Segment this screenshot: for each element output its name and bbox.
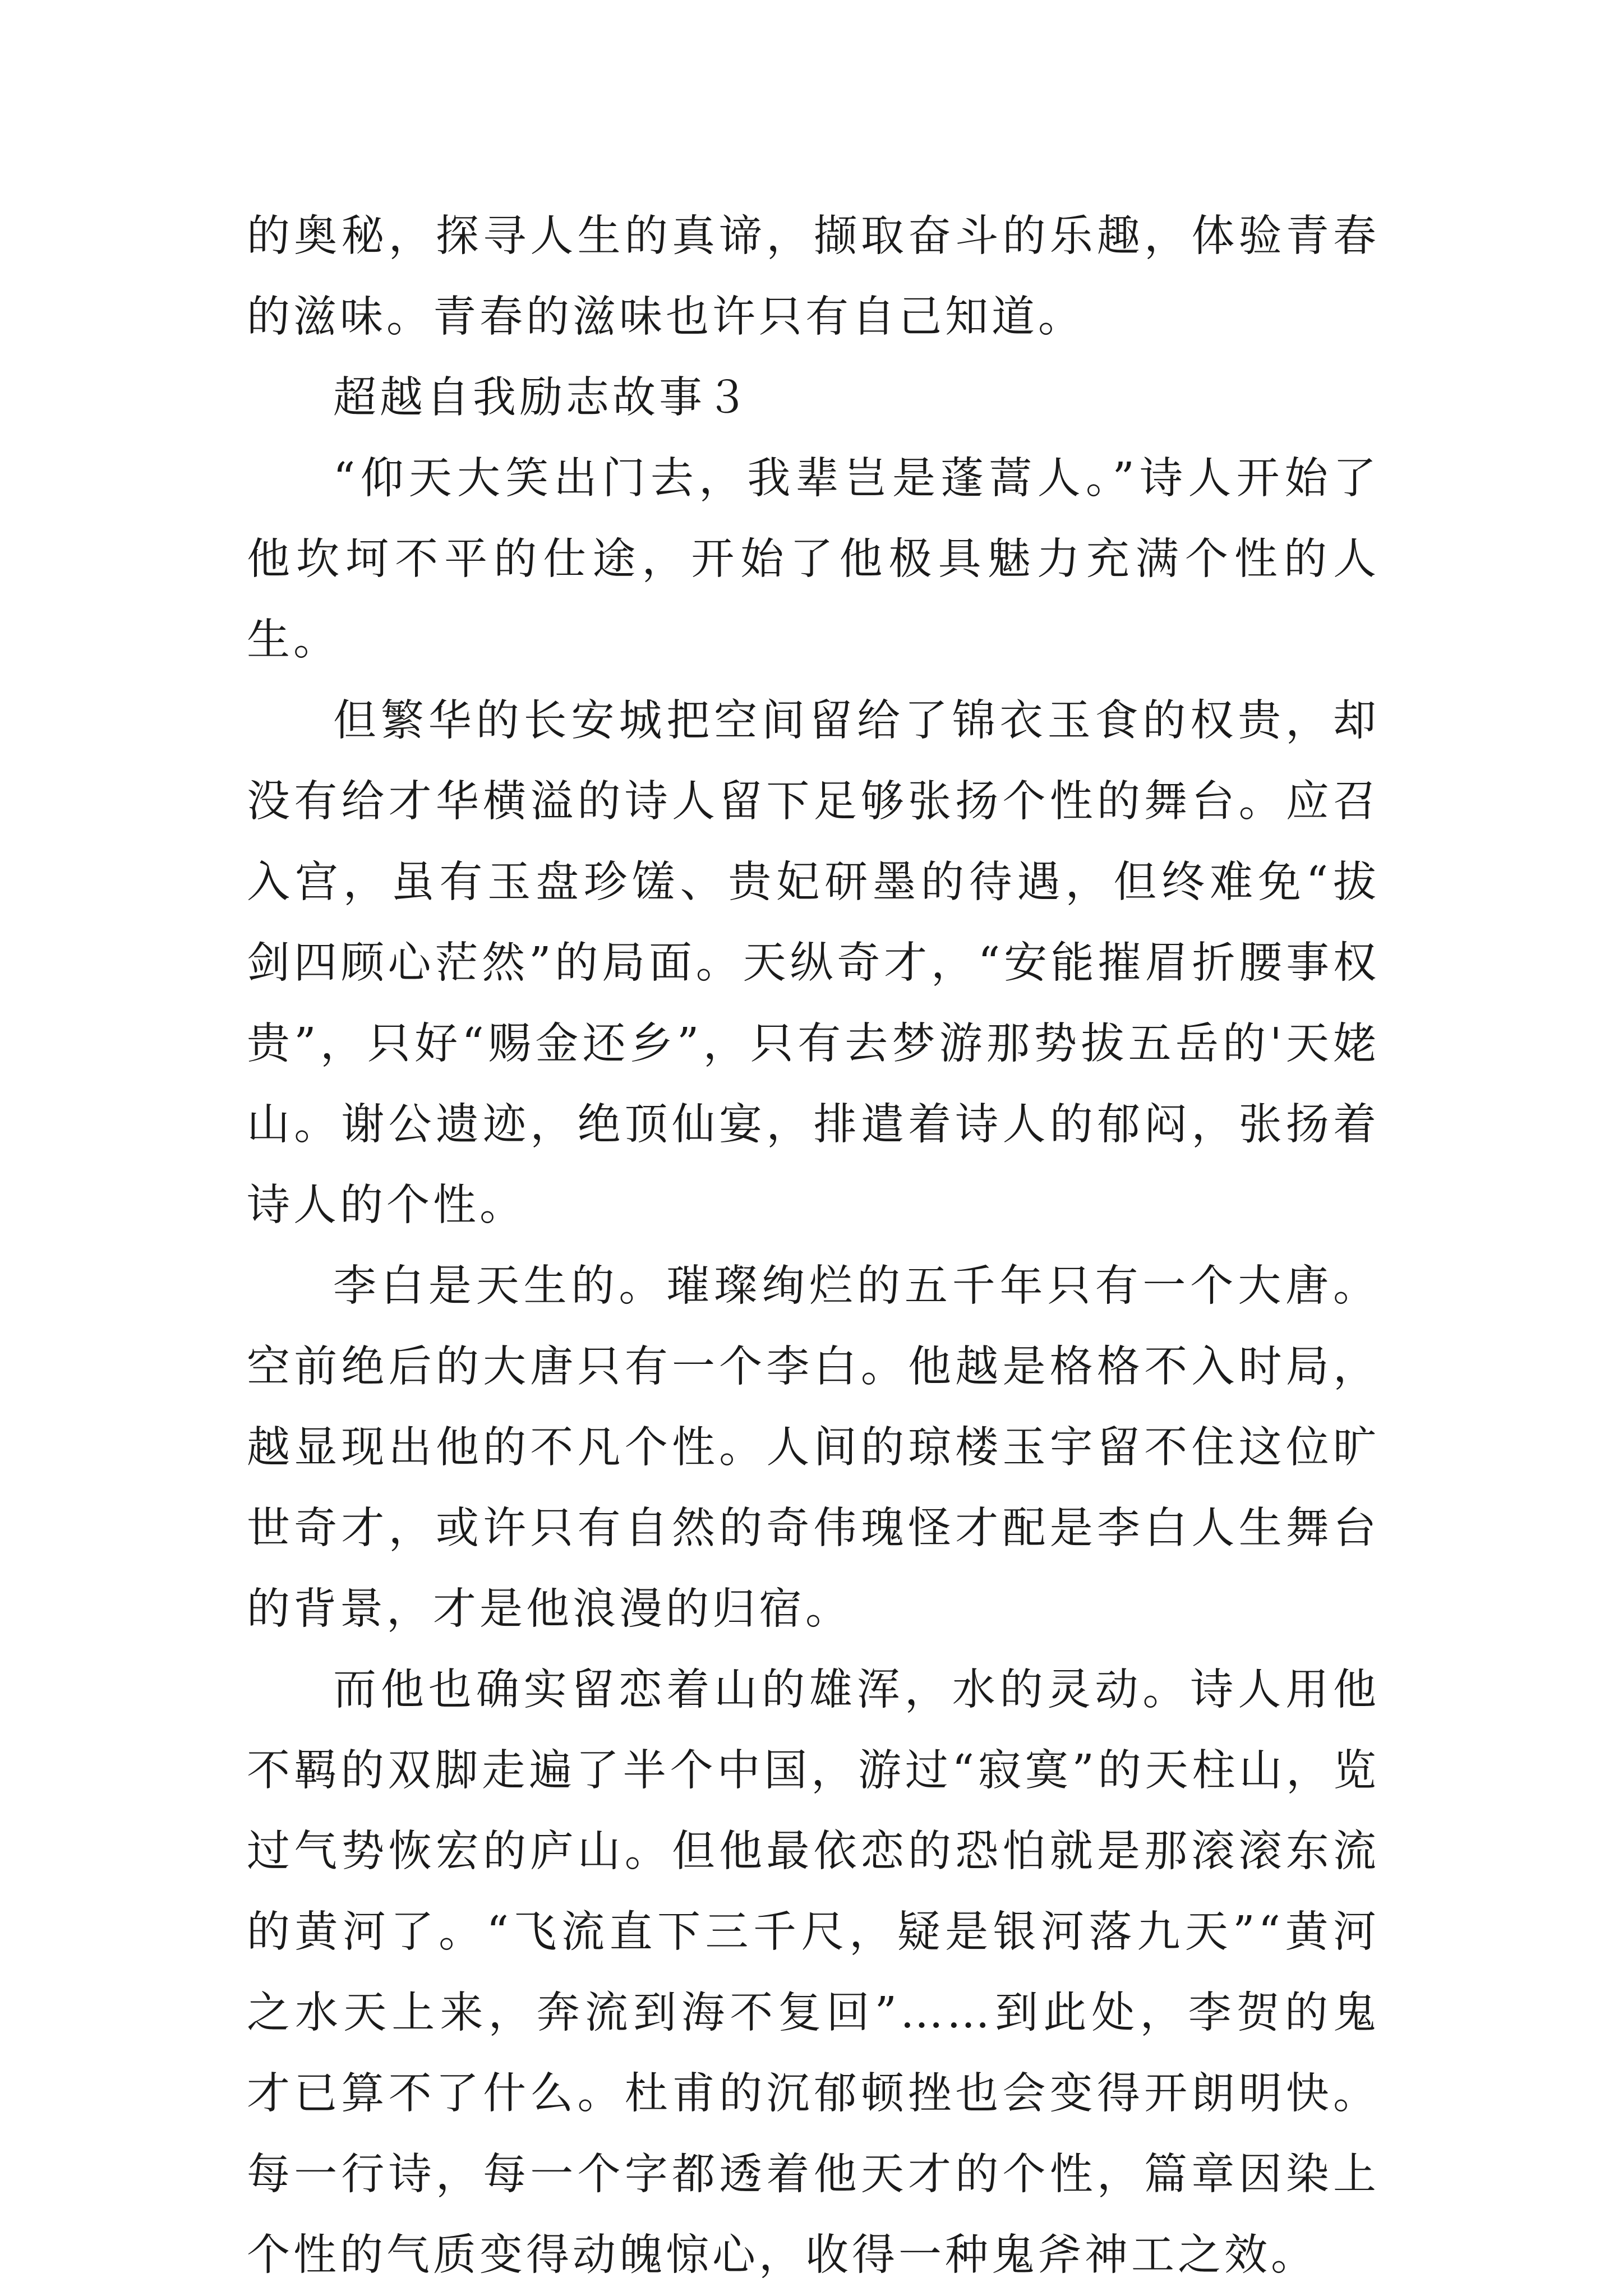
paragraph-4: 而他也确实留恋着山的雄浑，水的灵动。诗人用他不羁的双脚走遍了半个中国，游过“寂寞”的天柱山，览过气势恢宏的庐山。但他最依恋的恐怕就是那滚滚东流的黄河了。“飞流直下三千尺，疑是银河落九天”“黄河之水天上来，奔流到海不复回”……到此处，李贺的鬼才已算不了什么。杜甫的沉郁顿挫也会变得开朗明快。每一行诗，每一个字都透着他天才的个性，篇章因染上个性的气质变得动魄惊心，收得一种鬼斧神工之效。 [247,1665,1380,2280]
paragraph-continuation: 的奥秘，探寻人生的真谛，撷取奋斗的乐趣，体验青春的滋味。青春的滋味也许只有自己知道。 [247,211,1380,342]
paragraph-3: 李白是天生的。璀璨绚烂的五千年只有一个大唐。空前绝后的大唐只有一个李白。他越是格格不入时局，越显现出他的不凡个性。人间的琼楼玉宇留不住这位旷世奇才，或许只有自然的奇伟瑰怪才配是李白人生舞台的背景，才是他浪漫的归宿。 [247,1261,1380,1634]
section-heading: 超越自我励志故事３ [333,373,752,423]
body-text [247,196,1380,2296]
paragraph-1: “仰天大笑出门去，我辈岂是蓬蒿人。”诗人开始了他坎坷不平的仕途，开始了他极具魅力充满个性的人生。 [247,454,1380,665]
paragraph-2: 但繁华的长安城把空间留给了锦衣玉食的权贵，却没有给才华横溢的诗人留下足够张扬个性的舞台。应召入宫，虽有玉盘珍馐、贵妃研墨的待遇，但终难免“拔剑四顾心茫然”的局面。天纵奇才，“安能摧眉折腰事权贵”，只好“赐金还乡”，只有去梦游那势拔五岳的'天姥山。谢公遗迹，绝顶仙宴，排遣着诗人的郁闷，张扬着诗人的个性。 [247,696,1380,1230]
